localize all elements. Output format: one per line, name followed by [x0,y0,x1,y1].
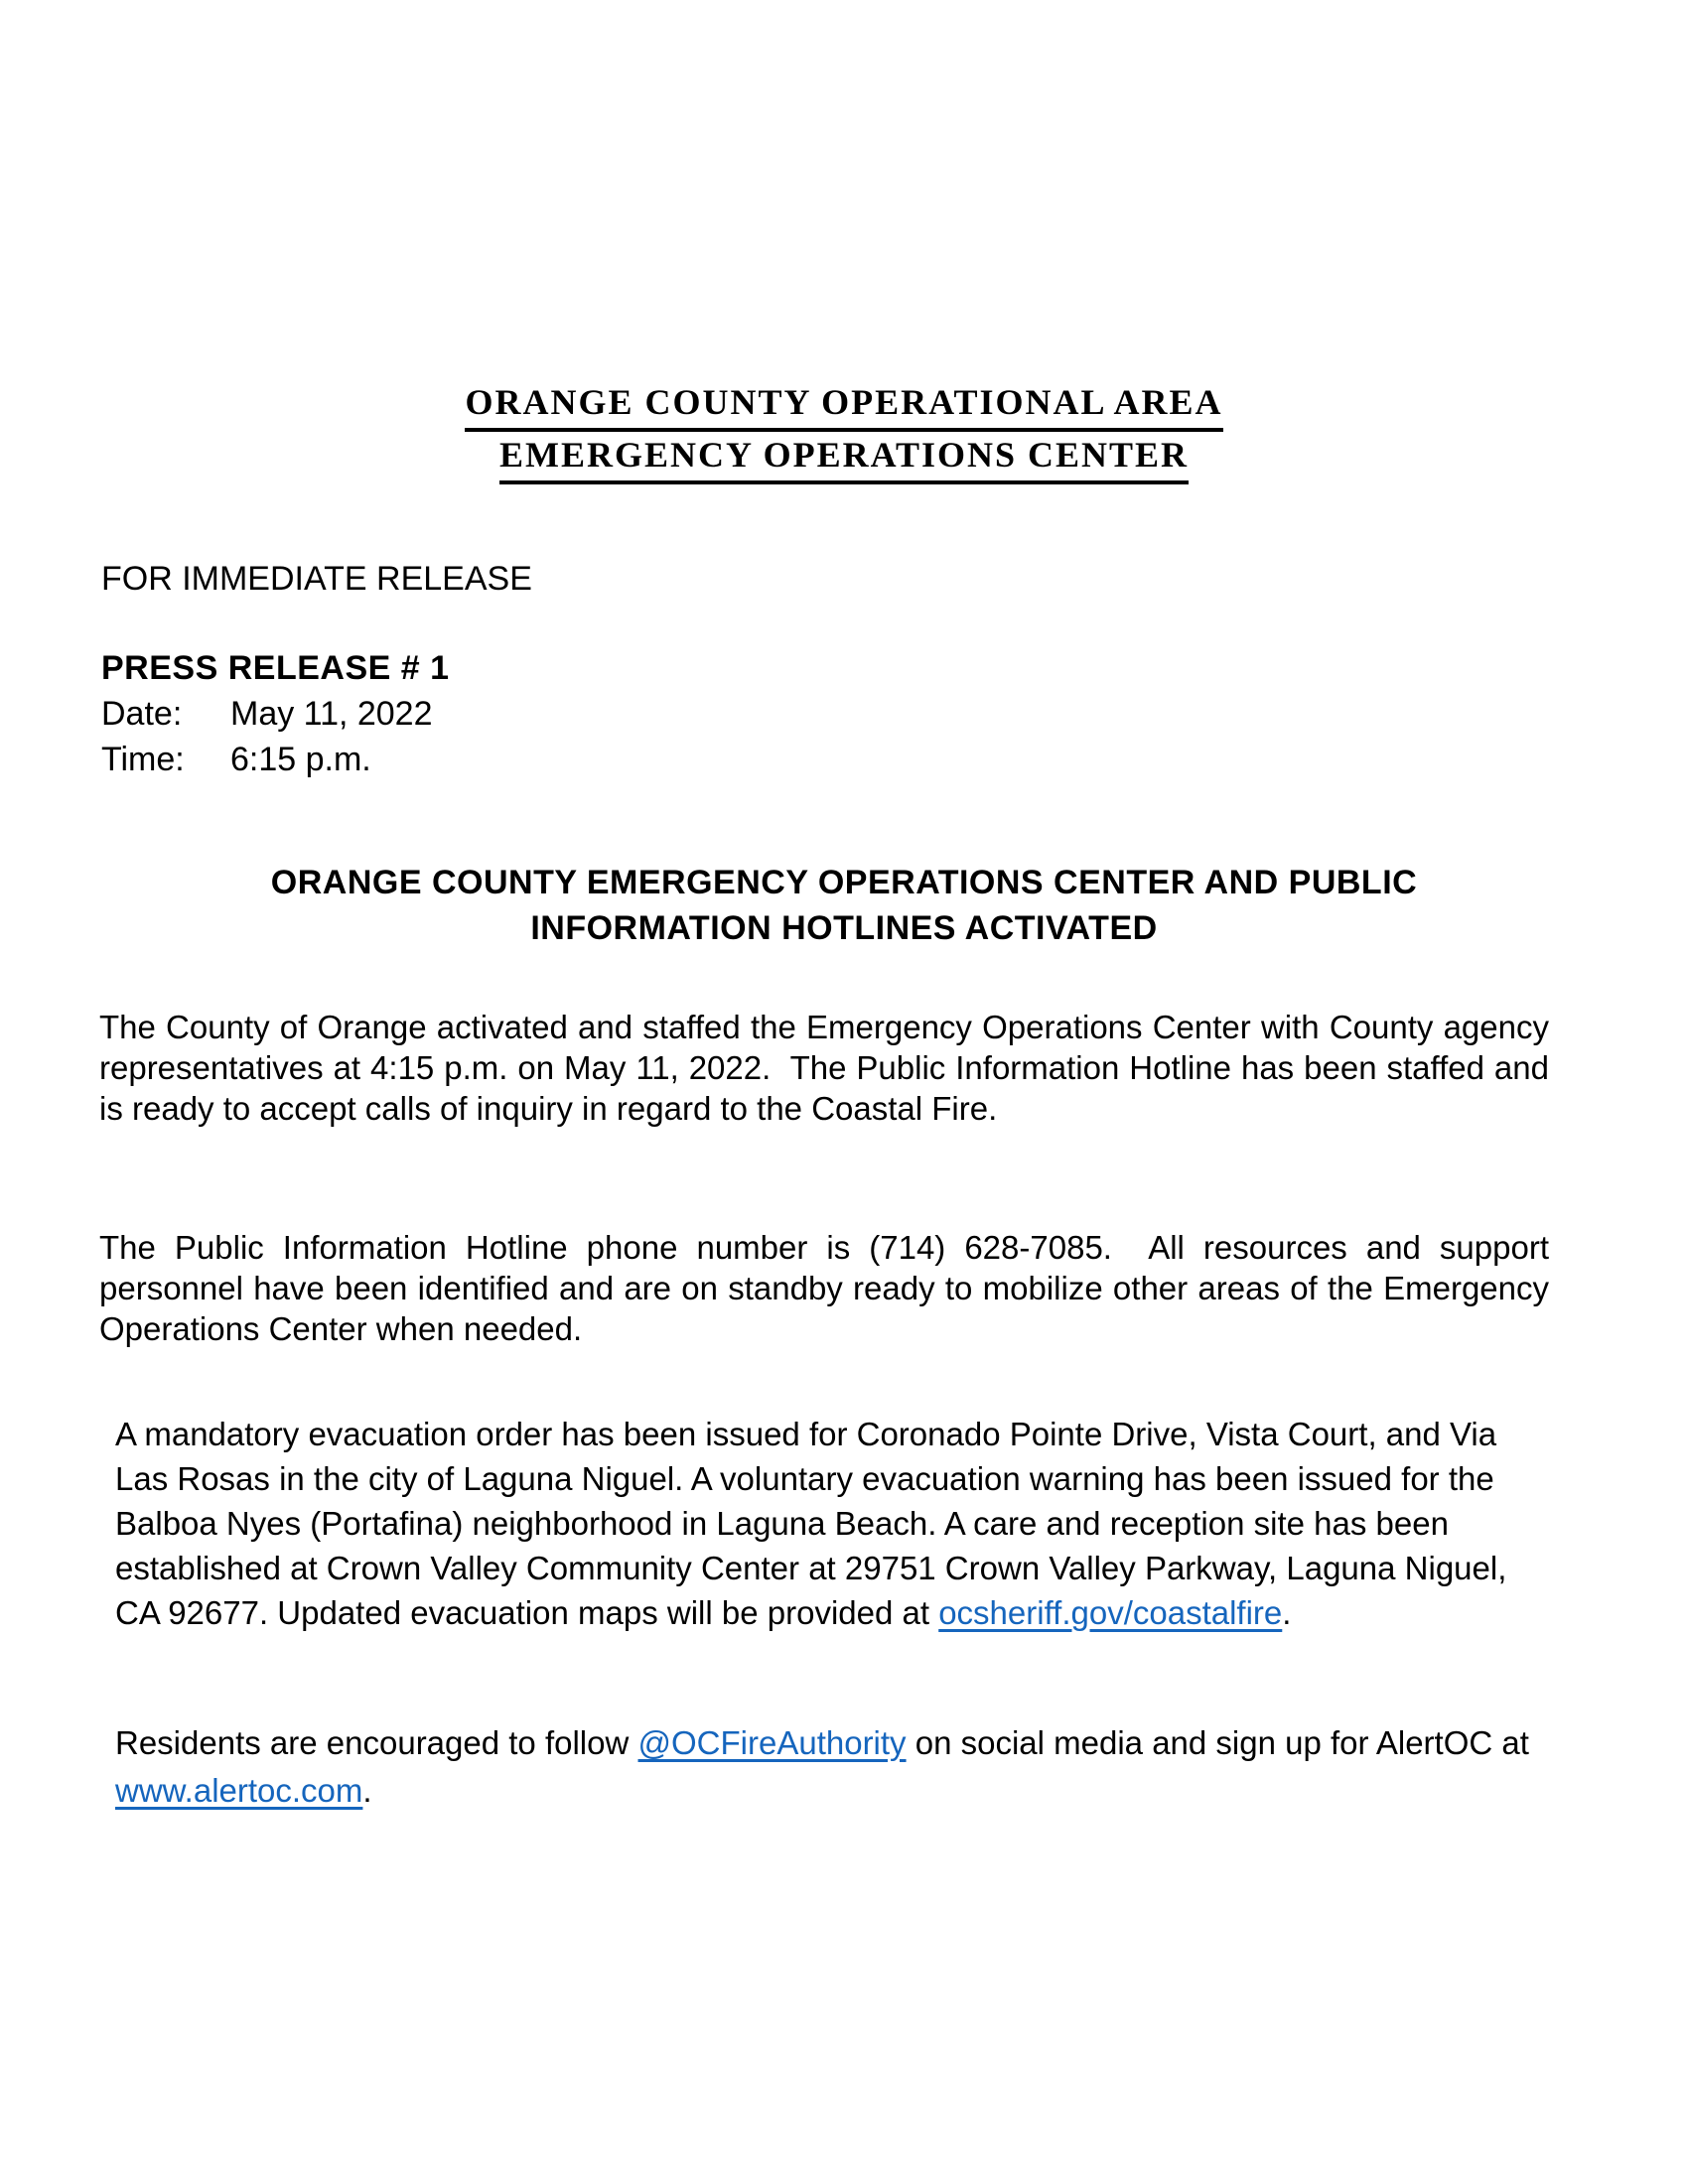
date-row [101,691,450,737]
evacuation-text: A mandatory evacuation order has been issued for Coronado Pointe Drive, Vista Court, and Via Las Rosas in the city of Laguna Niguel. A voluntary evacuation warning has been issued for the Balboa Nyes (Portafina) neighborhood in Laguna Beach. A care and reception site has been established at Crown Valley Community Center at 29751 Crown Valley Parkway, Laguna Niguel, CA 92677. Updated evacuation maps will be provided at [115,1416,1516,1631]
press-release-number: PRESS RELEASE # 1 [101,649,450,687]
alertoc-link[interactable]: www.alertoc.com [115,1772,363,1809]
ocfireauthority-link[interactable]: @OCFireAuthority [637,1724,907,1761]
press-release-meta [101,645,450,782]
document-title [0,379,1688,484]
paragraph-social-media [115,1719,1545,1815]
coastalfire-link[interactable]: ocsheriff.gov/coastalfire [938,1594,1283,1631]
time-row [101,737,450,782]
headline: ORANGE COUNTY EMERGENCY OPERATIONS CENTER AND PUBLIC INFORMATION HOTLINES ACTIVATED [270,864,1418,947]
title-row-1 [0,379,1688,432]
social-text-end: . [362,1772,372,1809]
evacuation-text-end: . [1282,1594,1292,1631]
paragraph-hotline-number: The Public Information Hotline phone number is (714) 628-7085. All resources and support personnel have been identified and are on standby ready to mobilize other areas of the Emergency Operations Center when needed. [99,1229,1559,1347]
date-value: May 11, 2022 [230,695,433,733]
social-text-middle: on social media and sign up for AlertOC at [906,1724,1539,1761]
date-label: Date: [101,695,183,733]
title-line-1: ORANGE COUNTY OPERATIONAL AREA [465,379,1222,432]
title-row-2 [0,432,1688,484]
title-line-2: EMERGENCY OPERATIONS CENTER [499,432,1189,484]
time-value: 6:15 p.m. [230,741,371,778]
for-immediate-release-label: FOR IMMEDIATE RELEASE [101,560,532,598]
paragraph-eoc-activation: The County of Orange activated and staffed the Emergency Operations Center with County agency representatives at 4:15 p.m. on May 11, 2022. The Public Information Hotline has been staffed and is ready to accept calls of inquiry in regard to the Coastal Fire. [99,1009,1559,1127]
time-label: Time: [101,741,185,778]
social-text-before: Residents are encouraged to follow [115,1724,638,1761]
paragraph-evacuation-order [115,1412,1545,1635]
